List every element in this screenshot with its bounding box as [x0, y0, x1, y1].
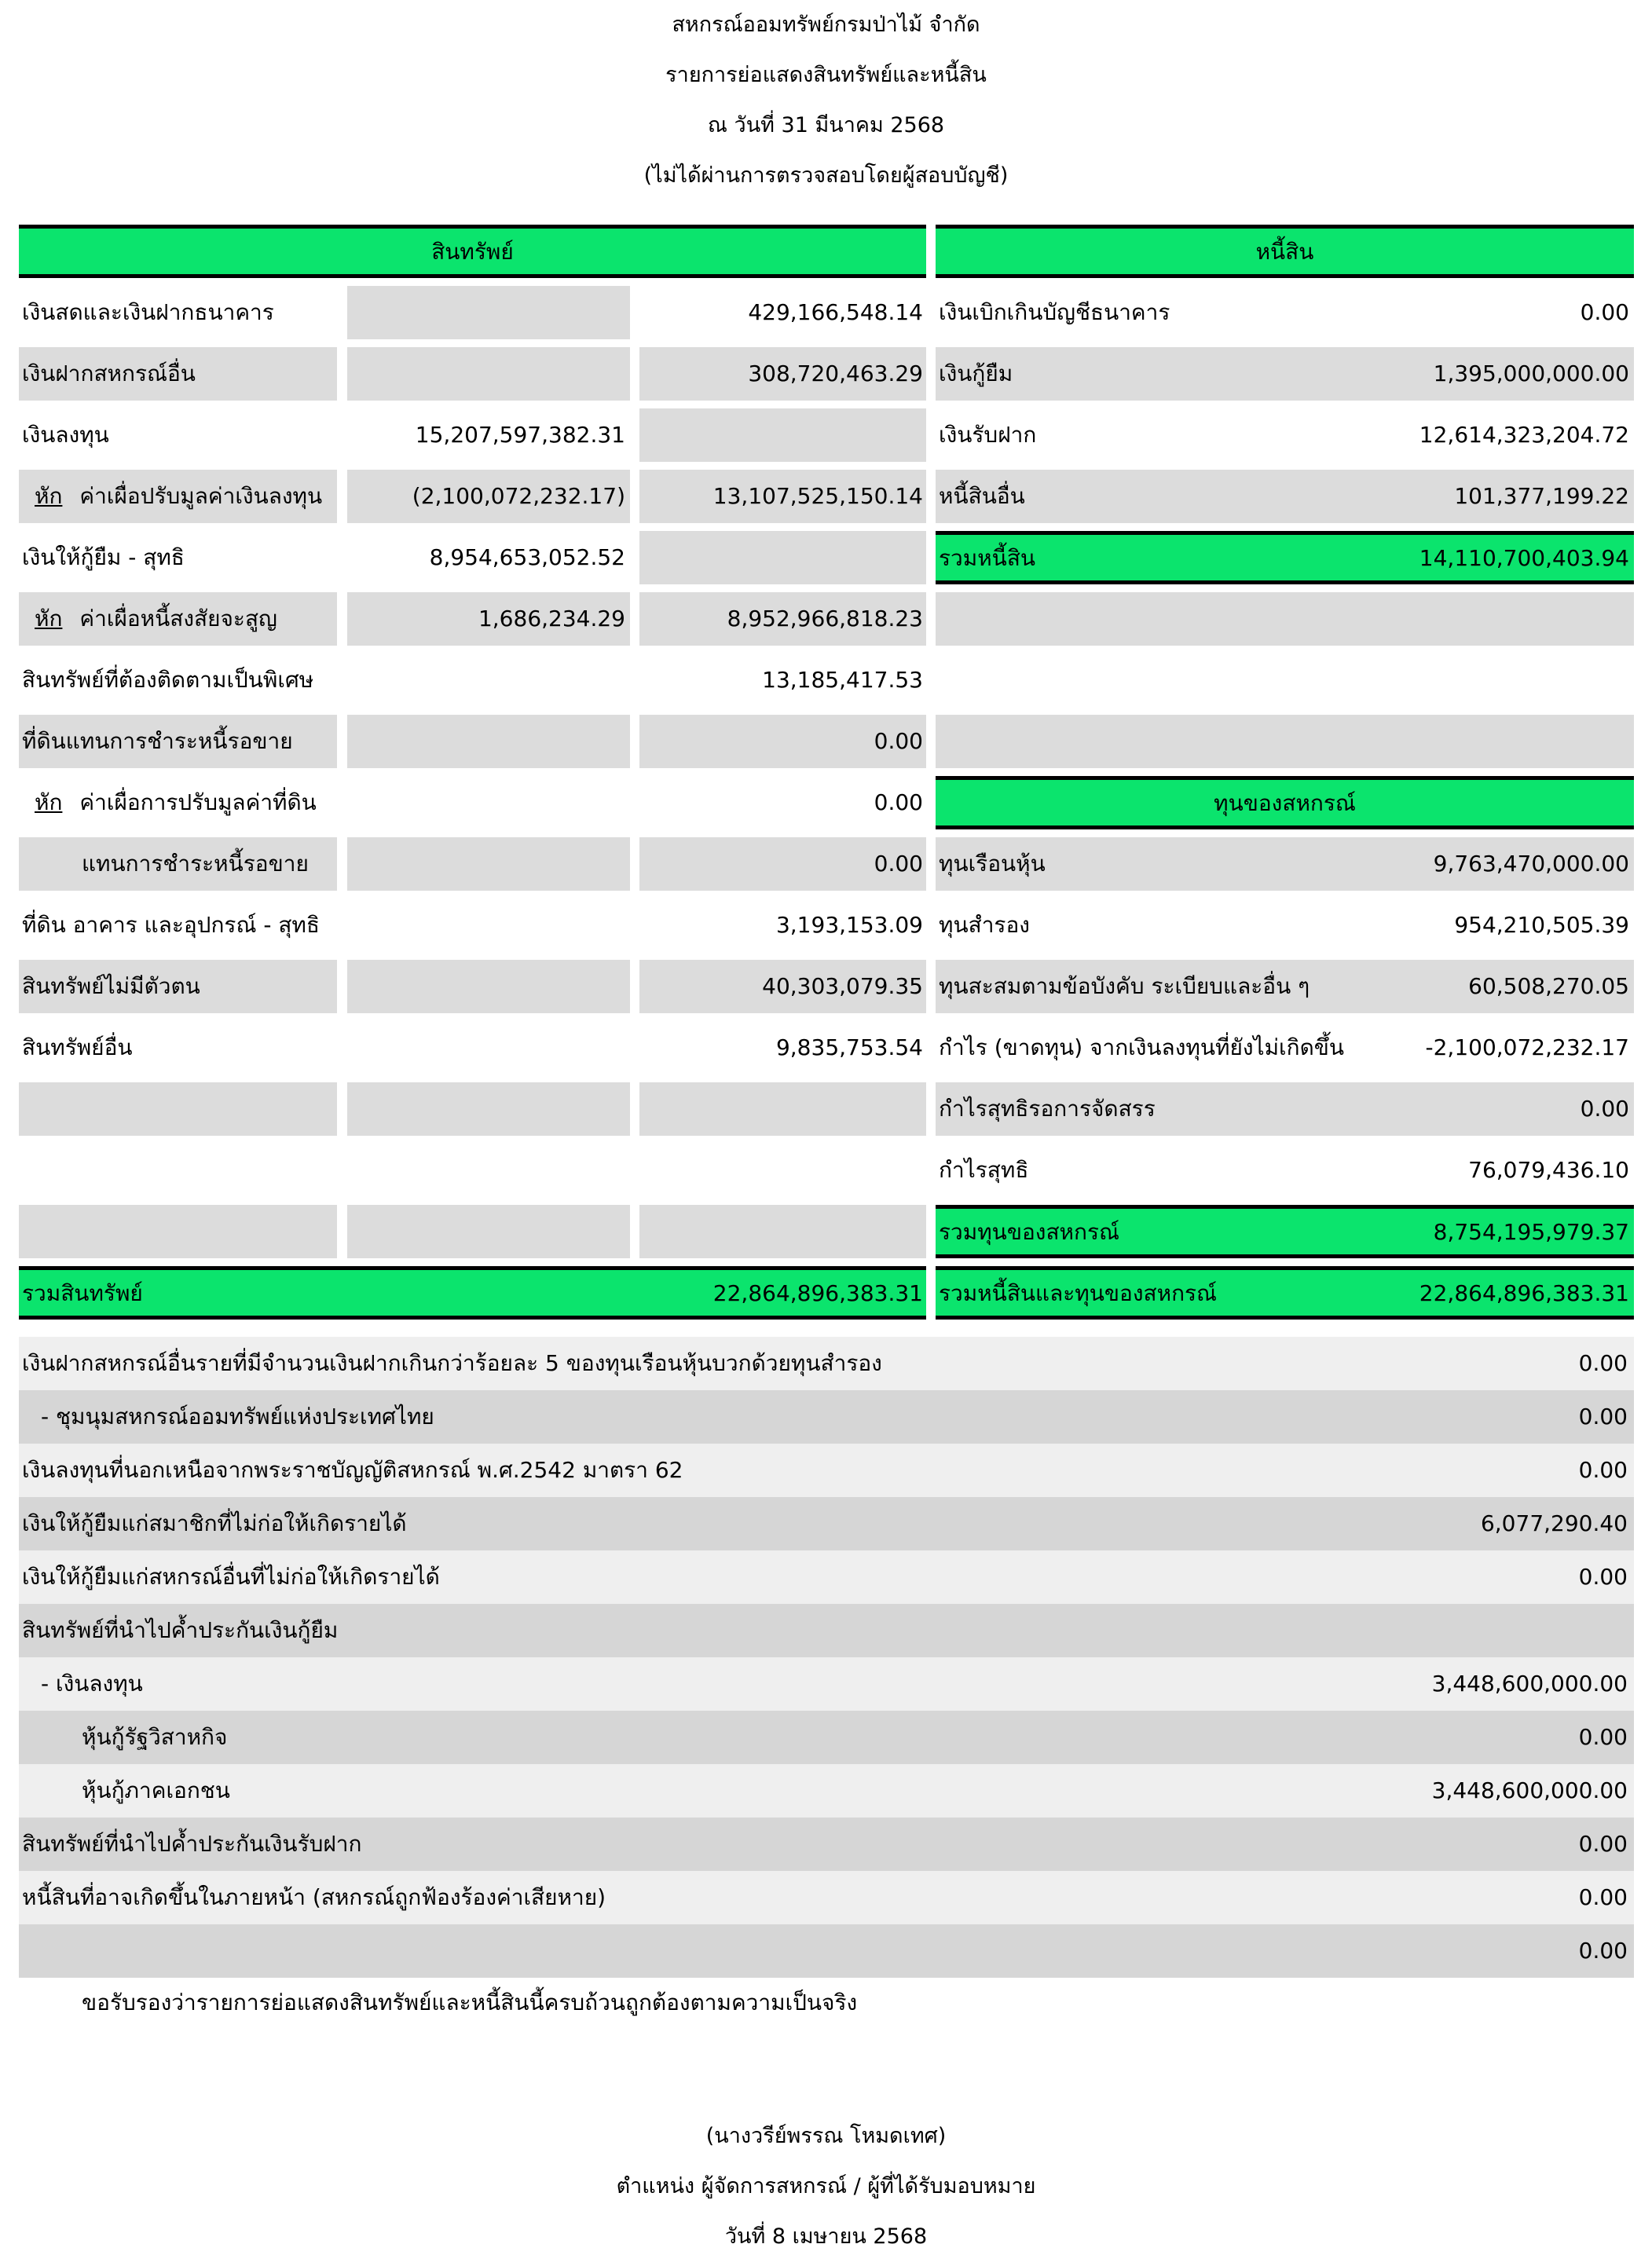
asset-amount: 8,952,966,818.23	[639, 592, 926, 646]
asset-label: สินทรัพย์ไม่มีตัวตน	[19, 960, 337, 1013]
note-label: หุ้นกู้รัฐวิสาหกิจ	[82, 1724, 228, 1750]
asset-amount: 3,193,153.09	[775, 912, 923, 938]
equity-label: ทุนเรือนหุ้น	[936, 837, 1364, 891]
asset-label: เงินให้กู้ยืม - สุทธิ	[22, 544, 185, 570]
equity-amount: 954,210,505.39	[1454, 912, 1629, 938]
equity-header: ทุนของสหกรณ์	[936, 776, 1634, 829]
total-liabilities-amount: 14,110,700,403.94	[1357, 531, 1634, 584]
deduct-label: หัก	[35, 483, 63, 509]
asset-sub-amount	[347, 1205, 630, 1258]
note-label: สินทรัพย์ที่นำไปค้ำประกันเงินรับฝาก	[22, 1831, 362, 1857]
asset-label: เงินสดและเงินฝากธนาคาร	[22, 299, 274, 325]
equity-amount: 9,763,470,000.00	[1357, 837, 1634, 891]
asset-label: ที่ดิน อาคาร และอุปกรณ์ - สุทธิ	[22, 912, 320, 938]
asset-sub-amount	[347, 1082, 630, 1136]
liability-amount: 1,395,000,000.00	[1357, 347, 1634, 401]
liability-amount: 0.00	[1580, 299, 1629, 325]
table-row	[19, 773, 1634, 828]
liability-amount: 12,614,323,204.72	[1419, 422, 1629, 448]
note-row	[19, 1711, 1634, 1764]
asset-amount	[639, 1205, 926, 1258]
signature-date: วันที่ 8 เมษายน 2568	[724, 2224, 928, 2249]
note-value: 3,448,600,000.00	[1431, 1671, 1628, 1697]
audit-note: (ไม่ได้ผ่านการตรวจสอบโดยผู้สอบบัญชี)	[643, 163, 1009, 188]
note-label: เงินให้กู้ยืมแก่สหกรณ์อื่นที่ไม่ก่อให้เกิดรายได้	[22, 1564, 440, 1590]
table-row	[19, 467, 1634, 522]
equity-label: ทุนสำรอง	[939, 912, 1030, 938]
deduct-label: หัก	[35, 789, 63, 815]
table-row	[19, 1018, 1634, 1073]
note-label: - เงินลงทุน	[41, 1671, 143, 1697]
note-row	[19, 1604, 1634, 1657]
asset-amount	[639, 531, 926, 584]
note-value: 0.00	[1578, 1831, 1628, 1857]
liability-amount: 101,377,199.22	[1357, 470, 1634, 523]
total-equity-label: รวมทุนของสหกรณ์	[936, 1205, 1364, 1258]
table-row	[19, 650, 1634, 705]
liability-label: เงินเบิกเกินบัญชีธนาคาร	[939, 299, 1170, 325]
asset-amount: 13,107,525,150.14	[639, 470, 926, 523]
liabilities-header: หนี้สิน	[936, 225, 1634, 278]
asset-label: เงินฝากสหกรณ์อื่น	[19, 347, 337, 401]
liability-label: เงินกู้ยืม	[936, 347, 1364, 401]
asset-sub-amount	[347, 776, 630, 829]
asset-label: แทนการชำระหนี้รอขาย	[19, 837, 337, 891]
table-row	[19, 1140, 1634, 1195]
note-value: 6,077,290.40	[1480, 1510, 1628, 1536]
note-row	[19, 1497, 1634, 1550]
note-row	[19, 1818, 1634, 1871]
table-row	[19, 834, 1634, 889]
asset-sub-amount	[347, 715, 630, 768]
note-row	[19, 1444, 1634, 1497]
note-value: 0.00	[1578, 1350, 1628, 1376]
equity-amount: 76,079,436.10	[1468, 1157, 1629, 1183]
asset-label	[19, 1144, 337, 1197]
asset-amount: 429,166,548.14	[748, 299, 923, 325]
equity-amount: 0.00	[1357, 1082, 1634, 1136]
equity-label: กำไร (ขาดทุน) จากเงินลงทุนที่ยังไม่เกิดขึ้น	[939, 1034, 1345, 1060]
deduct-label: หัก	[35, 606, 63, 631]
asset-label	[19, 1205, 337, 1258]
note-label: หุ้นกู้ภาคเอกชน	[82, 1777, 230, 1803]
table-row	[19, 528, 1634, 583]
note-value: 0.00	[1578, 1404, 1628, 1430]
asset-amount: 308,720,463.29	[639, 347, 926, 401]
asset-label: ที่ดินแทนการชำระหนี้รอขาย	[19, 715, 337, 768]
asset-amount	[639, 1144, 926, 1197]
asset-sub-amount	[347, 286, 630, 339]
total-equity-amount: 8,754,195,979.37	[1357, 1205, 1634, 1258]
asset-label	[19, 1082, 337, 1136]
note-row	[19, 1871, 1634, 1924]
note-row	[19, 1550, 1634, 1604]
note-label: เงินลงทุนที่นอกเหนือจากพระราชบัญญัติสหกรณ์ พ.ศ.2542 มาตรา 62	[22, 1457, 683, 1483]
table-row	[19, 957, 1634, 1012]
table-header-row	[19, 221, 1634, 276]
asset-amount: 40,303,079.35	[639, 960, 926, 1013]
table-row	[19, 344, 1634, 399]
table-row	[19, 712, 1634, 767]
liability-amount	[1357, 715, 1634, 768]
note-value: 0.00	[1578, 1457, 1628, 1483]
note-label: เงินให้กู้ยืมแก่สมาชิกที่ไม่ก่อให้เกิดรายได้	[22, 1510, 407, 1536]
asset-sub-amount	[347, 1144, 630, 1197]
liability-label: หนี้สินอื่น	[936, 470, 1364, 523]
certification-statement: ขอรับรองว่ารายการย่อแสดงสินทรัพย์และหนี้สินนี้ครบถ้วนถูกต้องตามความเป็นจริง	[82, 1990, 858, 2015]
asset-amount: 0.00	[874, 789, 923, 815]
equity-amount: 60,508,270.05	[1357, 960, 1634, 1013]
asset-sub-amount	[347, 653, 630, 707]
note-value: 0.00	[1578, 1938, 1628, 1964]
note-label: สินทรัพย์ที่นำไปค้ำประกันเงินกู้ยืม	[22, 1617, 339, 1643]
asset-sub-amount: 1,686,234.29	[347, 592, 630, 646]
asset-sub-amount: 8,954,653,052.52	[429, 544, 625, 570]
asset-label: หัก ค่าเผื่อการปรับมูลค่าที่ดิน	[35, 789, 317, 815]
asset-sub-amount	[347, 837, 630, 891]
liability-amount	[1357, 592, 1634, 646]
assets-header: สินทรัพย์	[19, 225, 926, 278]
note-row	[19, 1924, 1634, 1978]
note-row	[19, 1764, 1634, 1818]
liability-label	[936, 715, 1364, 768]
signer-name: (นางวรีย์พรรณ โหมดเทศ)	[705, 2124, 947, 2148]
asset-amount: 0.00	[639, 837, 926, 891]
equity-amount: -2,100,072,232.17	[1425, 1034, 1629, 1060]
total-liabilities-label: รวมหนี้สิน	[936, 531, 1364, 584]
asset-label: เงินลงทุน	[22, 422, 109, 448]
asset-sub-amount	[347, 347, 630, 401]
asset-sub-amount	[347, 899, 630, 952]
asset-amount: 13,185,417.53	[762, 667, 923, 693]
asset-amount: 0.00	[639, 715, 926, 768]
asset-amount	[639, 1082, 926, 1136]
note-label: - ชุมนุมสหกรณ์ออมทรัพย์แห่งประเทศไทย	[41, 1404, 434, 1430]
asset-label: สินทรัพย์ที่ต้องติดตามเป็นพิเศษ	[22, 667, 314, 693]
asset-sub-amount: 15,207,597,382.31	[415, 422, 625, 448]
asset-label: หัก ค่าเผื่อปรับมูลค่าเงินลงทุน	[19, 470, 337, 523]
table-row	[19, 1202, 1634, 1257]
liability-amount	[1357, 653, 1634, 707]
note-row	[19, 1657, 1634, 1711]
total-liab-equity-label: รวมหนี้สินและทุนของสหกรณ์	[936, 1266, 1364, 1320]
liability-label: เงินรับฝาก	[939, 422, 1037, 448]
equity-label: กำไรสุทธิรอการจัดสรร	[936, 1082, 1364, 1136]
table-row	[19, 1079, 1634, 1134]
total-liab-equity-amount: 22,864,896,383.31	[1357, 1266, 1634, 1320]
note-label: เงินฝากสหกรณ์อื่นรายที่มีจำนวนเงินฝากเกินกว่าร้อยละ 5 ของทุนเรือนหุ้นบวกด้วยทุนสำรอง	[22, 1350, 882, 1376]
note-label: หนี้สินที่อาจเกิดขึ้นในภายหน้า (สหกรณ์ถูกฟ้องร้องค่าเสียหาย)	[22, 1884, 606, 1910]
total-assets-label: รวมสินทรัพย์	[19, 1266, 926, 1320]
asset-amount: 9,835,753.54	[775, 1034, 923, 1060]
asset-label: สินทรัพย์อื่น	[22, 1034, 133, 1060]
asset-sub-amount: (2,100,072,232.17)	[347, 470, 630, 523]
table-row	[19, 895, 1634, 950]
note-value: 3,448,600,000.00	[1431, 1777, 1628, 1803]
liability-label	[936, 592, 1364, 646]
liability-label	[936, 653, 1364, 707]
note-value: 0.00	[1578, 1724, 1628, 1750]
asset-sub-amount	[347, 960, 630, 1013]
note-row	[19, 1337, 1634, 1390]
asset-amount	[639, 408, 926, 462]
report-date: ณ วันที่ 31 มีนาคม 2568	[707, 113, 945, 137]
table-row	[19, 283, 1634, 338]
totals-row	[19, 1263, 1634, 1318]
asset-label: หัก ค่าเผื่อหนี้สงสัยจะสูญ	[19, 592, 337, 646]
equity-label: ทุนสะสมตามข้อบังคับ ระเบียบและอื่น ๆ	[936, 960, 1364, 1013]
table-row	[19, 589, 1634, 644]
note-row	[19, 1390, 1634, 1444]
equity-label: กำไรสุทธิ	[939, 1157, 1029, 1183]
signer-position: ตำแหน่ง ผู้จัดการสหกรณ์ / ผู้ที่ได้รับมอบหมาย	[616, 2174, 1036, 2198]
total-assets-amount: 22,864,896,383.31	[712, 1280, 923, 1306]
org-name: สหกรณ์ออมทรัพย์กรมป่าไม้ จำกัด	[672, 13, 980, 37]
note-value: 0.00	[1578, 1564, 1628, 1590]
note-value: 0.00	[1578, 1884, 1628, 1910]
report-title: รายการย่อแสดงสินทรัพย์และหนี้สิน	[665, 63, 987, 87]
table-row	[19, 405, 1634, 460]
asset-sub-amount	[347, 1021, 630, 1074]
